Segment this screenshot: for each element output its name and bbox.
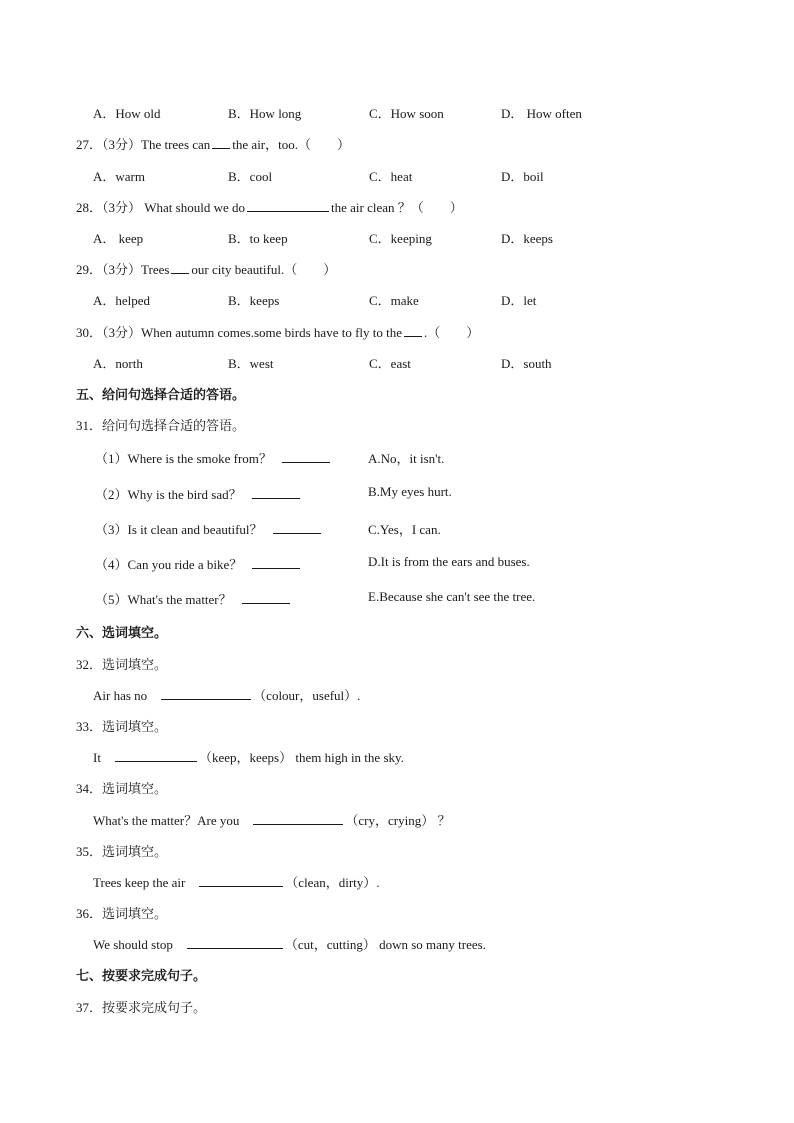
q33-title: 33．选词填空。 bbox=[76, 719, 168, 734]
section-6-heading: 六、选词填空。 bbox=[76, 625, 168, 640]
q27-prefix: 27．（3分）The trees can bbox=[76, 137, 211, 152]
q29-option-b[interactable]: B．keeps bbox=[228, 293, 280, 308]
q31-answer-c: C.Yes，I can. bbox=[368, 522, 441, 537]
q31-answer-d: D.It is from the ears and buses. bbox=[368, 554, 530, 569]
q33-stem: It （keep，keeps） them high in the sky. bbox=[93, 750, 404, 765]
q27-blank[interactable] bbox=[212, 136, 230, 149]
q29-option-d[interactable]: D．let bbox=[501, 293, 537, 308]
q34-blank[interactable] bbox=[253, 812, 343, 825]
q34-stem: What's the matter？Are you （cry，crying） ？ bbox=[93, 813, 451, 828]
q28-option-a[interactable]: A． keep bbox=[93, 231, 144, 246]
q31-question-3: （3）Is it clean and beautiful？ bbox=[95, 519, 323, 538]
q30-option-c[interactable]: C．east bbox=[369, 356, 411, 371]
q29-suffix: our city beautiful.（ ） bbox=[191, 262, 337, 277]
q31-blank-1[interactable] bbox=[282, 450, 330, 463]
q26-option-b[interactable]: B．How long bbox=[228, 106, 302, 121]
q31-question-5: （5）What's the matter？ bbox=[95, 589, 292, 608]
q32-stem: Air has no （colour，useful）. bbox=[93, 688, 361, 703]
q30-option-a[interactable]: A．north bbox=[93, 356, 143, 371]
q33-blank[interactable] bbox=[115, 749, 197, 762]
q26-option-c[interactable]: C．How soon bbox=[369, 106, 444, 121]
q32-title: 32．选词填空。 bbox=[76, 657, 168, 672]
q29-stem bbox=[76, 259, 336, 278]
q31-blank-4[interactable] bbox=[252, 556, 300, 569]
q29-option-a[interactable]: A．helped bbox=[93, 293, 151, 308]
q35-stem: Trees keep the air （clean，dirty）. bbox=[93, 875, 380, 890]
q28-option-b[interactable]: B．to keep bbox=[228, 231, 288, 246]
q29-blank[interactable] bbox=[171, 261, 189, 274]
q26-option-a[interactable]: A．How old bbox=[93, 106, 161, 121]
q31-blank-3[interactable] bbox=[273, 521, 321, 534]
q36-blank[interactable] bbox=[187, 936, 283, 949]
q27-option-b[interactable]: B．cool bbox=[228, 169, 273, 184]
q27-option-c[interactable]: C．heat bbox=[369, 169, 413, 184]
q30-suffix: .（ ） bbox=[424, 325, 480, 340]
q35-title: 35．选词填空。 bbox=[76, 844, 168, 859]
q34-title: 34．选词填空。 bbox=[76, 781, 168, 796]
q28-stem bbox=[76, 197, 463, 216]
q30-option-d[interactable]: D．south bbox=[501, 356, 552, 371]
q31-question-1: （1）Where is the smoke from？ bbox=[95, 448, 332, 467]
q29-option-c[interactable]: C．make bbox=[369, 293, 419, 308]
q27-option-d[interactable]: D．boil bbox=[501, 169, 544, 184]
q30-stem bbox=[76, 322, 479, 341]
q36-stem: We should stop （cut，cutting） down so many trees. bbox=[93, 937, 486, 952]
q35-blank[interactable] bbox=[199, 874, 283, 887]
section-5-heading: 五、给问句选择合适的答语。 bbox=[76, 387, 246, 402]
q31-title: 31．给问句选择合适的答语。 bbox=[76, 418, 246, 433]
section-7-heading: 七、按要求完成句子。 bbox=[76, 968, 207, 983]
q26-option-d[interactable]: D． How often bbox=[501, 106, 582, 121]
q27-option-a[interactable]: A．warm bbox=[93, 169, 145, 184]
q28-blank[interactable] bbox=[247, 199, 329, 212]
q31-answer-a: A.No，it isn't. bbox=[368, 451, 445, 466]
q28-option-d[interactable]: D．keeps bbox=[501, 231, 553, 246]
q31-answer-e: E.Because she can't see the tree. bbox=[368, 589, 536, 604]
q30-option-b[interactable]: B．west bbox=[228, 356, 274, 371]
q31-question-4: （4）Can you ride a bike？ bbox=[95, 554, 302, 573]
q28-option-c[interactable]: C．keeping bbox=[369, 231, 432, 246]
q30-blank[interactable] bbox=[404, 324, 422, 337]
q37-title: 37．按要求完成句子。 bbox=[76, 1000, 207, 1015]
q31-blank-5[interactable] bbox=[242, 591, 290, 604]
q31-answer-b: B.My eyes hurt. bbox=[368, 484, 452, 499]
q30-prefix: 30．（3分）When autumn comes.some birds have to fly to the bbox=[76, 325, 403, 340]
q27-suffix: the air，too.（ ） bbox=[232, 137, 351, 152]
q27-stem bbox=[76, 134, 350, 153]
q36-title: 36．选词填空。 bbox=[76, 906, 168, 921]
q28-prefix: 28．（3分） What should we do bbox=[76, 200, 245, 215]
q31-question-2: （2）Why is the bird sad？ bbox=[95, 484, 302, 503]
q29-prefix: 29．（3分）Trees bbox=[76, 262, 170, 277]
q28-suffix: the air clean ？（ ） bbox=[330, 200, 463, 215]
q32-blank[interactable] bbox=[161, 687, 251, 700]
q31-blank-2[interactable] bbox=[252, 486, 300, 499]
